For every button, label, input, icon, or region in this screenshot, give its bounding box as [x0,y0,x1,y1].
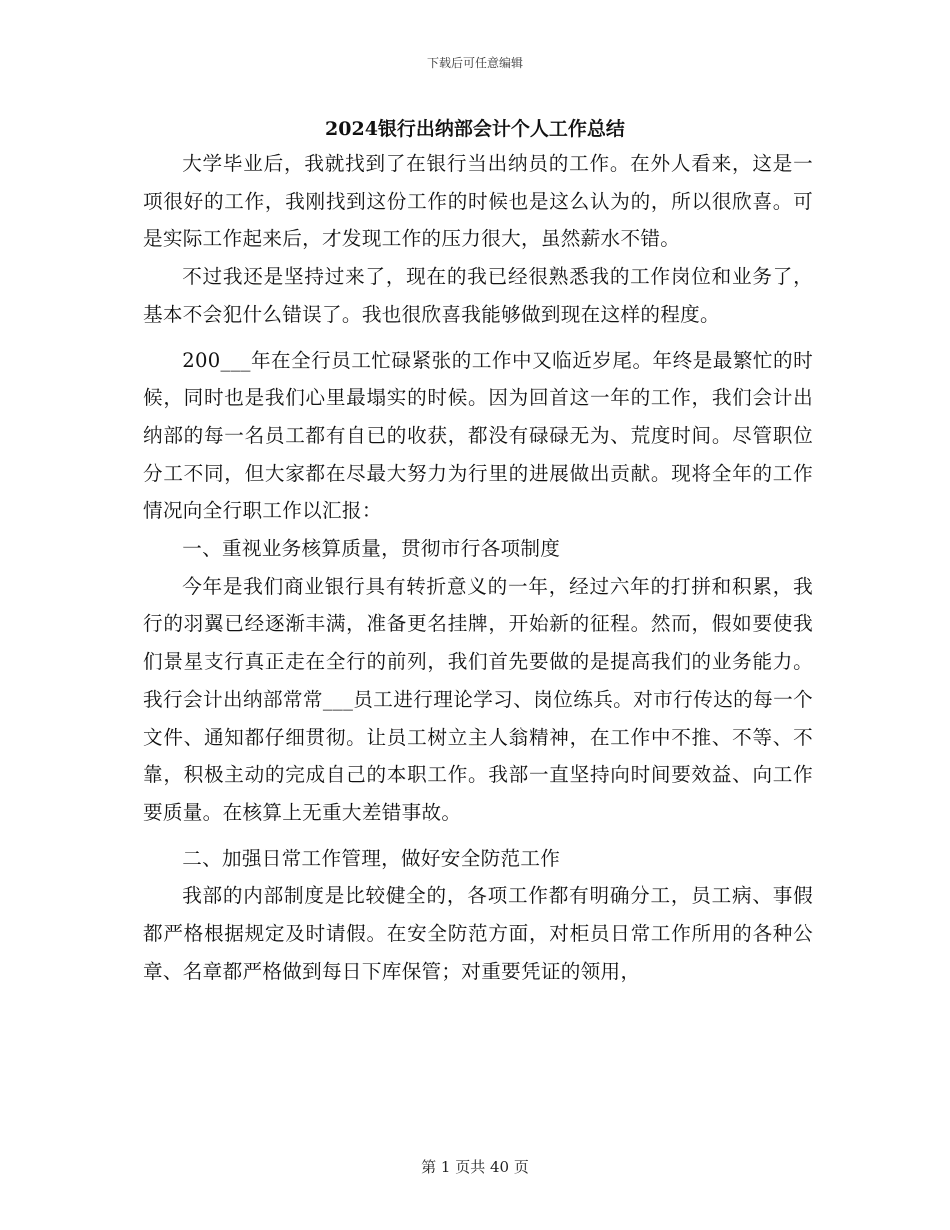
section-heading-1: 一、重视业务核算质量，贯彻市行各项制度 [182,537,561,561]
paragraph-persistence: 不过我还是坚持过来了，现在的我已经很熟悉我的工作岗位和业务了，基本不会犯什么错误了。我也很欣喜我能够做到现在这样的程度。 [143,265,813,326]
paragraph-year-summary: 200___年在全行员工忙碌紧张的工作中又临近岁尾。年终是最繁忙的时候，同时也是我们心里最塌实的时候。因为回首这一年的工作，我们会计出纳部的每一名员工都有自已的收获，都没有碌碌无为、荒度时间。尽管职位分工不同，但大家都在尽最大努力为行里的进展做出贡献。现将全年的工作情况向全行职工作以汇报： [143,348,813,523]
paragraph-section-1: 今年是我们商业银行具有转折意义的一年，经过六年的打拼和积累，我行的羽翼已经逐渐丰满，准备更名挂牌，开始新的征程。然而，假如要使我们景星支行真正走在全行的前列，我们首先要做的是提高我们的业务能力。我行会计出纳部常常___员工进行理论学习、岗位练兵。对市行传达的每一个文件、通知都仔细贯彻。让员工树立主人翁精神，在工作中不推、不等、不靠，积极主动的完成自己的本职工作。我部一直坚持向时间要效益、向工作要质量。在核算上无重大差错事故。 [143,574,813,824]
document-title: 2024银行出纳部会计个人工作总结 [325,118,625,140]
paragraph-section-2: 我部的内部制度是比较健全的，各项工作都有明确分工，员工病、事假都严格根据规定及时请假。在安全防范方面，对柜员日常工作所用的各种公章、名章都严格做到每日下库保管；对重要凭证的领用， [143,884,813,983]
section-heading-2: 二、加强日常工作管理，做好安全防范工作 [182,846,561,870]
document-body [143,145,813,990]
page-number: 第 1 页共 40 页 [421,1158,529,1176]
paragraph-intro: 大学毕业后，我就找到了在银行当出纳员的工作。在外人看来，这是一项很好的工作，我刚找到这份工作的时候也是这么认为的，所以很欣喜。可是实际工作起来后，才发现工作的压力很大，虽然薪水不错。 [143,152,813,251]
header-note: 下载后可任意编辑 [426,56,523,70]
